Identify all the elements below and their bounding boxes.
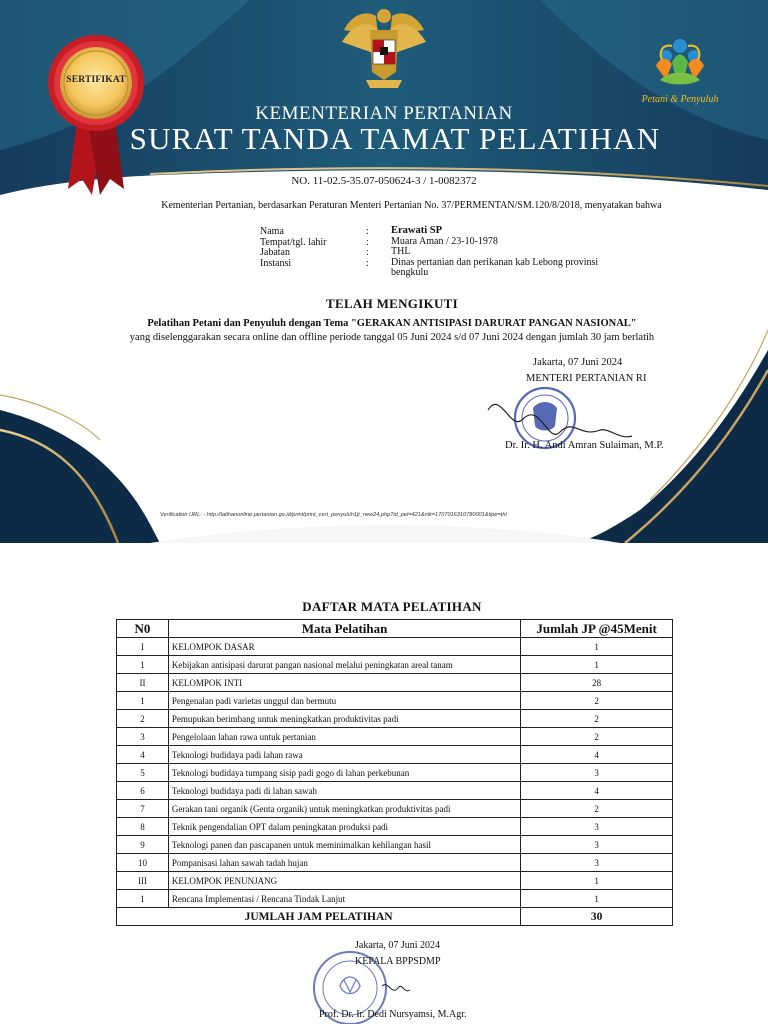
- row-jp: 1: [521, 872, 673, 890]
- table-row: [117, 890, 673, 908]
- table-row: [117, 638, 673, 656]
- table-row: [117, 836, 673, 854]
- row-no: 7: [117, 800, 169, 818]
- row-no: 8: [117, 818, 169, 836]
- certificate-number: NO. 11-02.5-35.07-050624-3 / 1-0082372: [291, 175, 477, 187]
- table-row: [117, 692, 673, 710]
- row-name: Kebijakan antisipasi darurat pangan nasional melalui peningkatan areal tanam: [168, 656, 520, 674]
- bottom-signature-name: Prof. Dr. Ir. Dedi Nursyamsi, M.Agr.: [319, 1009, 467, 1020]
- signature-scribble: [488, 404, 632, 437]
- column-header-jumlah-jp: Jumlah JP @45Menit: [521, 620, 673, 638]
- row-no: 5: [117, 764, 169, 782]
- table-row: [117, 710, 673, 728]
- verification-url: Verification URL: - http://latihanonline.pertanian.go.id/print/print_cert_penyuluh1jt_new24.php?id_pel=421&nik=1707016310780001&tipe=thl: [160, 512, 507, 518]
- field-value-nama: Erawati SP: [391, 225, 443, 236]
- row-jp: 2: [521, 710, 673, 728]
- table-header-row: [117, 620, 673, 638]
- training-period: yang diselenggarakan secara online dan offline periode tanggal 05 Juni 2024 s/d 07 Juni 2024 dengan jumlah 30 jam berlatih: [129, 332, 655, 343]
- row-no: 1: [117, 692, 169, 710]
- row-jp: 3: [521, 818, 673, 836]
- row-no: III: [117, 872, 169, 890]
- table-row: [117, 872, 673, 890]
- row-no: 1: [117, 656, 169, 674]
- column-header-mata-pelatihan: Mata Pelatihan: [168, 620, 520, 638]
- row-no: 2: [117, 710, 169, 728]
- field-value-jabatan: THL: [391, 246, 411, 257]
- row-name: Teknologi budidaya padi di lahan sawah: [168, 782, 520, 800]
- signature-place-date: Jakarta, 07 Juni 2024: [533, 357, 623, 368]
- row-no: I: [117, 638, 169, 656]
- table-row: [117, 818, 673, 836]
- row-name: Teknologi budidaya tumpang sisip padi gogo di lahan perkebunan: [168, 764, 520, 782]
- row-no: 10: [117, 854, 169, 872]
- row-jp: 2: [521, 800, 673, 818]
- column-header-no: N0: [117, 620, 169, 638]
- total-row: [117, 908, 673, 926]
- logo-text: Petani & Penyuluh: [641, 94, 719, 105]
- field-label-instansi: Instansi: [260, 258, 292, 269]
- field-value-instansi: Dinas pertanian dan perikanan kab Lebong provinsi bengkulu: [391, 257, 599, 278]
- training-theme: Pelatihan Petani dan Penyuluh dengan Tema "GERAKAN ANTISIPASI DARURAT PANGAN NASIONAL": [147, 318, 637, 329]
- row-name: KELOMPOK PENUNJANG: [168, 872, 520, 890]
- row-name: Pemupukan berimbang untuk meningkatkan produktivitas padi: [168, 710, 520, 728]
- field-label-nama: Nama: [260, 226, 284, 237]
- row-jp: 1: [521, 890, 673, 908]
- training-list-title: DAFTAR MATA PELATIHAN: [302, 599, 482, 614]
- field-colon: :: [366, 247, 369, 258]
- row-no: 6: [117, 782, 169, 800]
- row-jp: 3: [521, 764, 673, 782]
- row-name: Pengenalan padi varietas unggul dan bermutu: [168, 692, 520, 710]
- bottom-signature-place-date: Jakarta, 07 Juni 2024: [355, 940, 440, 951]
- intro-text: Kementerian Pertanian, berdasarkan Peraturan Menteri Pertanian No. 37/PERMENTAN/SM.120/8/2018, menyatakan bahwa: [161, 200, 662, 211]
- row-name: Pompanisasi lahan sawah tadah hujan: [168, 854, 520, 872]
- field-label-ttl: Tempat/tgl. lahir: [260, 237, 327, 248]
- row-name: Teknik pengendalian OPT dalam peningkatan produksi padi: [168, 818, 520, 836]
- row-jp: 4: [521, 746, 673, 764]
- telah-mengikuti-heading: TELAH MENGIKUTI: [326, 296, 458, 311]
- field-label-jabatan: Jabatan: [260, 247, 290, 258]
- total-value: 30: [521, 908, 673, 926]
- table-row: [117, 854, 673, 872]
- total-label: JUMLAH JAM PELATIHAN: [117, 908, 521, 926]
- row-name: Pengelolaan lahan rawa untuk pertanian: [168, 728, 520, 746]
- row-name: Teknologi panen dan pascapanen untuk meminimalkan kehilangan hasil: [168, 836, 520, 854]
- table-row: [117, 800, 673, 818]
- row-no: 4: [117, 746, 169, 764]
- row-name: KELOMPOK DASAR: [168, 638, 520, 656]
- row-no: 3: [117, 728, 169, 746]
- row-name: Teknologi budidaya padi lahan rawa: [168, 746, 520, 764]
- row-jp: 1: [521, 638, 673, 656]
- row-jp: 4: [521, 782, 673, 800]
- bottom-signature-title: KEPALA BPPSDMP: [355, 956, 441, 967]
- row-jp: 2: [521, 728, 673, 746]
- table-row: [117, 674, 673, 692]
- row-name: KELOMPOK INTI: [168, 674, 520, 692]
- table-row: [117, 656, 673, 674]
- field-colon: :: [366, 258, 369, 269]
- signature-title: MENTERI PERTANIAN RI: [526, 373, 647, 384]
- row-name: Gerakan tani organik (Genta organik) untuk meningkatkan produktivitas padi: [168, 800, 520, 818]
- row-jp: 2: [521, 692, 673, 710]
- row-jp: 28: [521, 674, 673, 692]
- row-jp: 1: [521, 656, 673, 674]
- field-colon: :: [366, 226, 369, 237]
- signature-name: Dr. Ir. H. Andi Amran Sulaiman, M.P.: [505, 440, 664, 451]
- row-jp: 3: [521, 854, 673, 872]
- medal-label: SERTIFIKAT: [66, 75, 126, 85]
- field-value-ttl: Muara Aman / 23-10-1978: [391, 236, 498, 247]
- table-row: [117, 782, 673, 800]
- ministry-name: KEMENTERIAN PERTANIAN: [255, 103, 513, 124]
- row-no: 1: [117, 890, 169, 908]
- certificate-title: SURAT TANDA TAMAT PELATIHAN: [129, 121, 661, 156]
- row-no: II: [117, 674, 169, 692]
- table-row: [117, 764, 673, 782]
- table-row: [117, 746, 673, 764]
- training-table: [116, 619, 673, 926]
- table-row: [117, 728, 673, 746]
- field-colon: :: [366, 237, 369, 248]
- row-jp: 3: [521, 836, 673, 854]
- row-name: Rencana Implementasi / Rencana Tindak Lanjut: [168, 890, 520, 908]
- row-no: 9: [117, 836, 169, 854]
